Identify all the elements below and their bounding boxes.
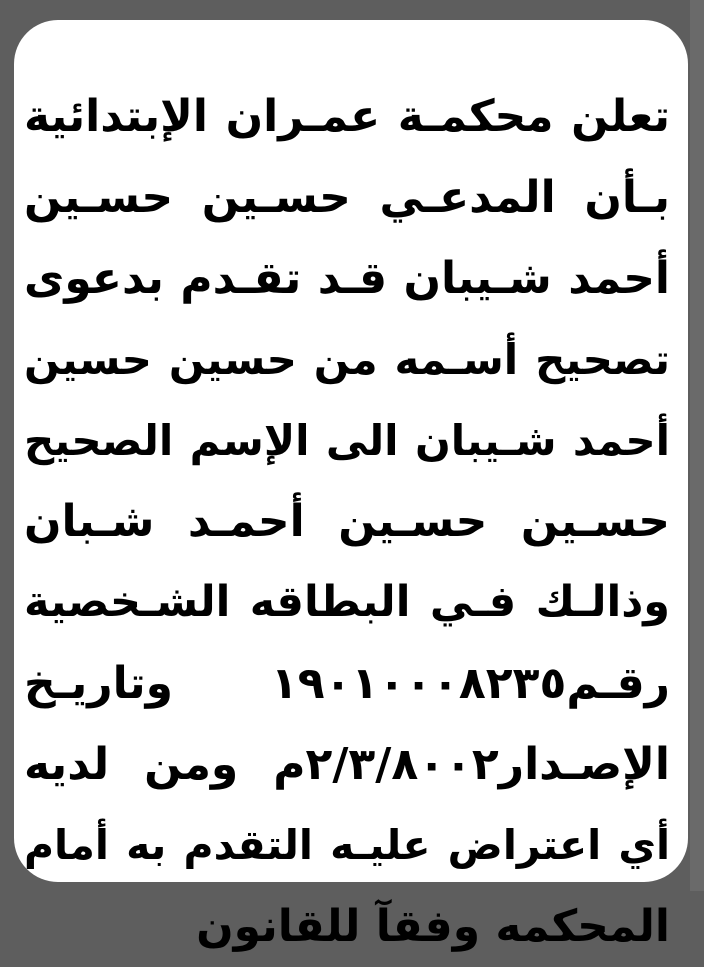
notice-line-1: تعلن محكمـة عمـران الإبتدائية	[24, 91, 670, 142]
notice-body	[24, 76, 670, 967]
notice-line-3: أحمد شـيبان قـد تقـدم بدعوى	[24, 253, 670, 304]
notice-line-9: الإصـدار٢/٣/٨٠٠٢م ومن لديه	[24, 739, 670, 790]
notice-line-11: المحكمه وفقآ للقانون	[196, 901, 670, 952]
notice-line-2: بـأن المدعـي حسـين حسـين	[24, 172, 670, 223]
notice-line-10: أي اعتراض عليـه التقدم به أمام	[24, 821, 670, 869]
notice-line-6: حسـين حسـين أحمـد شـبان	[24, 496, 670, 547]
notice-card	[14, 20, 688, 952]
notice-line-4: تصحيح أسـمه من حسين حسين	[24, 335, 670, 384]
notice-line-5: أحمد شـيبان الى الإسم الصحيح	[24, 416, 670, 465]
scan-edge	[690, 0, 704, 891]
notice-line-8: رقـم١٩٠١٠٠٠٨٢٣٥ وتاريـخ	[24, 658, 670, 709]
notice-line-7: وذالـك فـي البطاقه الشـخصية	[24, 577, 670, 627]
